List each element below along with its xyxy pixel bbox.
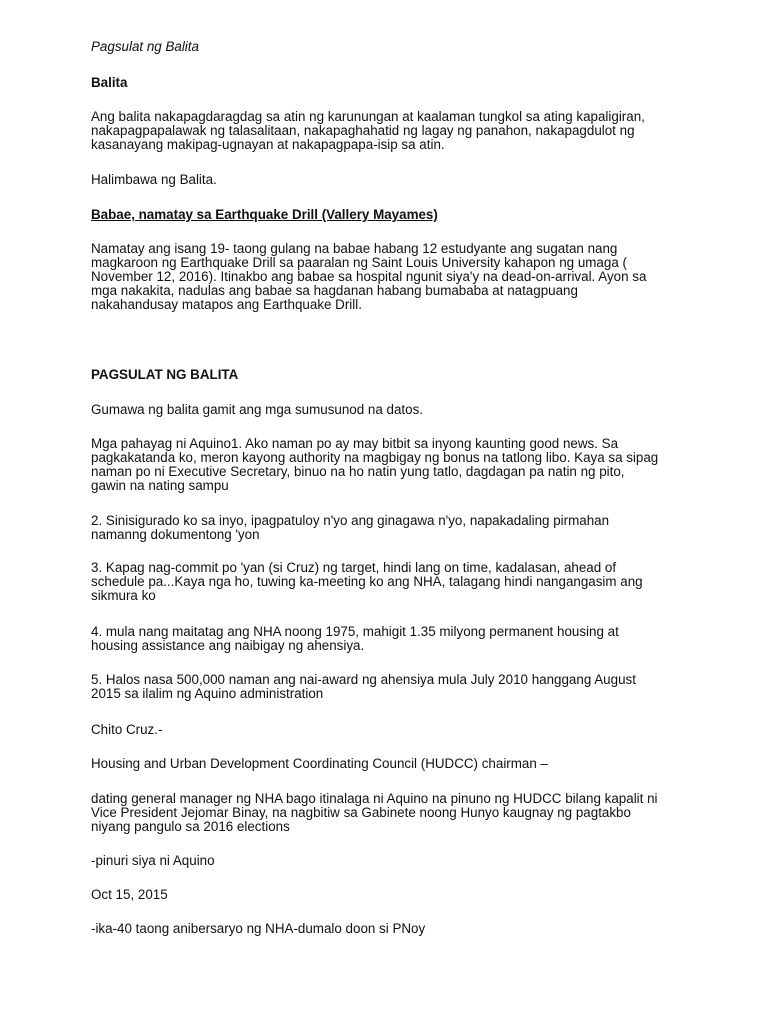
person-background: dating general manager ng NHA bago itinalaga ni Aquino na pinuno ng HUDCC bilang kapalit ni Vice President Jejomar Binay, na nagbitiw sa Gabinete noong Hunyo kaugnay ng pagtakbo niyang pangulo sa 2016 elections — [91, 791, 658, 834]
list-item-3: 3. Kapag nag-commit po 'yan (si Cruz) ng target, hindi lang on time, kadalasan, ahead of schedule pa...Kaya nga ho, tuwing ka-meeting ko ang NHA, talagang hindi nangangasim ang sikmura ko — [91, 560, 643, 603]
list-item-4: 4. mula nang maitatag ang NHA noong 1975, mahigit 1.35 milyong permanent housing at housing assistance ang naibigay ng ahensiya. — [91, 624, 619, 653]
example-body: Namatay ang isang 19- taong gulang na babae habang 12 estudyante ang sugatan nang magkaroon ng Earthquake Drill sa paaralan ng Saint Louis University kahapon ng umaga ( November 12, 2016). Itinakbo ang babae sa hospital ngunit siya'y na dead-on-arrival. Ayon sa mga nakakita, nadulas ang babae sa hagdanan habang bumababa at natagpuang nakahandusay matapos ang Earthquake Drill. — [91, 241, 647, 312]
heading-balita: Balita — [91, 75, 128, 90]
example-title: Babae, namatay sa Earthquake Drill (Vallery Mayames) — [91, 207, 438, 222]
instruction-text: Gumawa ng balita gamit ang mga sumusunod na datos. — [91, 402, 423, 417]
person-name: Chito Cruz.- — [91, 722, 163, 737]
section-heading: PAGSULAT NG BALITA — [91, 367, 239, 382]
event-date: Oct 15, 2015 — [91, 887, 168, 902]
intro-paragraph: Ang balita nakapagdaragdag sa atin ng karunungan at kaalaman tungkol sa ating kapaligiran, nakapagpapalawak ng talasalitaan, nakapaghahatid ng lagay ng panahon, nakapagdulot ng kasanayang makipag-ugnayan at nakapagpapa-isip sa atin. — [91, 109, 645, 152]
page-header: Pagsulat ng Balita — [91, 39, 199, 54]
anniversary-note: -ika-40 taong anibersaryo ng NHA-dumalo doon si PNoy — [91, 921, 426, 936]
document-page — [91, 0, 711, 1024]
list-item-5: 5. Halos nasa 500,000 naman ang nai-award ng ahensiya mula July 2010 hanggang August 2015 sa ilalim ng Aquino administration — [91, 672, 636, 701]
person-position: Housing and Urban Development Coordinating Council (HUDCC) chairman – — [91, 756, 548, 771]
example-label: Halimbawa ng Balita. — [91, 172, 217, 187]
list-item-1: Mga pahayag ni Aquino1. Ako naman po ay may bitbit sa inyong kaunting good news. Sa pagkakatanda ko, meron kayong authority na magbigay ng bonus na tatlong libo. Kaya sa sipag naman po ni Executive Secretary, binuo na ho natin yung tatlo, dagdagan pa natin ng pito, gawin na nating sampu — [91, 436, 659, 493]
list-item-2: 2. Sinisigurado ko sa inyo, ipagpatuloy n'yo ang ginagawa n'yo, napakadaling pirmahan namanng dokumentong 'yon — [91, 513, 610, 542]
praise-note: -pinuri siya ni Aquino — [91, 853, 215, 868]
